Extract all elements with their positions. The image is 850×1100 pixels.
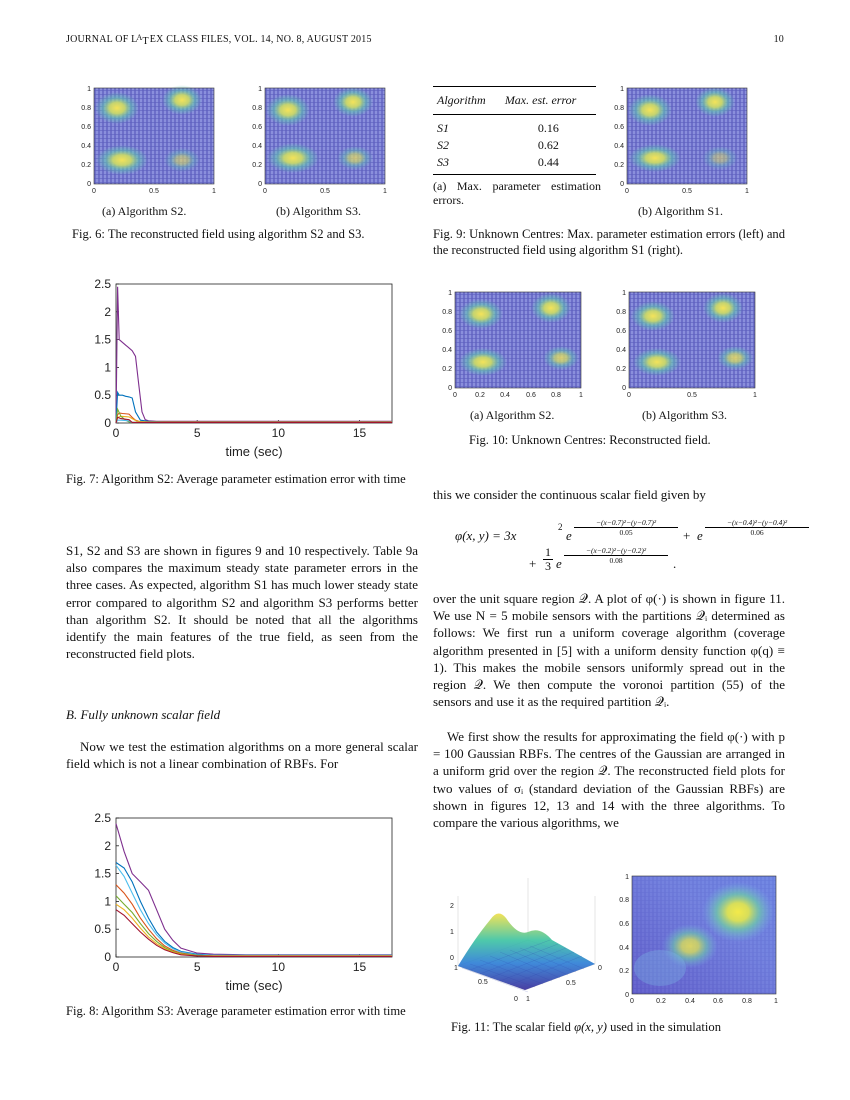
y-tick: 0 (598, 965, 602, 972)
y-tick: 0.4 (614, 143, 624, 150)
fig9-caption: Fig. 9: Unknown Centres: Max. parameter estimation errors (left) and the reconstructed field using algorithm S1 (right). (433, 227, 785, 257)
x-tick: 1 (774, 998, 778, 1005)
y-tick: 0 (625, 992, 629, 999)
y-tick: 1 (625, 874, 629, 881)
y-tick: 0.4 (619, 945, 629, 952)
x-tick: 1 (212, 188, 216, 195)
fig9a-table (433, 86, 596, 175)
y-tick-label: 1 (104, 894, 111, 909)
y-tick: 0 (622, 385, 626, 392)
y-tick: 1 (258, 86, 262, 93)
y-tick: 0.8 (442, 309, 452, 316)
fig11-surface-plot (440, 868, 610, 1013)
x-tick: 0 (625, 188, 629, 195)
y-tick: 0.6 (616, 328, 626, 335)
left-paragraph-2: Now we test the estimation algorithms on a more general scalar field which is not a linear combination of RBFs. For (66, 739, 418, 772)
table-cell: S2 (437, 138, 449, 152)
fig8-caption: Fig. 8: Algorithm S3: Average parameter estimation error with time (66, 1004, 406, 1018)
z-tick: 2 (450, 903, 454, 910)
y-tick: 0 (87, 181, 91, 188)
fig10b-heatmap (607, 286, 762, 406)
y-tick: 0.8 (614, 105, 624, 112)
section-heading: B. Fully unknown scalar field (66, 707, 221, 722)
x-tick-label: 10 (271, 960, 286, 974)
x-axis-label: time (sec) (225, 444, 283, 459)
y-tick: 1 (622, 290, 626, 297)
y-tick-label: 0.5 (94, 388, 111, 403)
right-paragraph-1: over the unit square region 𝒬. A plot of φ(·) is shown in figure 11. We use N = 5 mobile sensors with the partitions 𝒬ᵢ determined as follows: We first run a uniform coverage algorithm (coverage algorithm presented in [5] with a uniform density function φ(q) ≡ 1). This makes the mobile sensors uniformly spread out in the region 𝒬. We then compute the voronoi partition (55) of the sensors and use it as the required partition 𝒬ᵢ. (433, 591, 785, 710)
x-tick-label: 0 (112, 426, 120, 440)
right-intro: this we consider the continuous scalar field given by (433, 487, 706, 502)
x-tick: 0.5 (320, 188, 330, 195)
eq-exp-den: 0.08 (609, 556, 623, 565)
y-tick: 1 (87, 86, 91, 93)
fig11-caption: Fig. 11: The scalar field φ(x, y) used in the simulation (451, 1020, 721, 1034)
fig6a-heatmap (72, 82, 222, 202)
x-tick-label: 5 (193, 960, 201, 974)
fig8-chart-svg (72, 806, 402, 998)
x-tick: 0.5 (478, 979, 488, 986)
y-tick: 0.8 (252, 105, 262, 112)
y-tick: 0 (620, 181, 624, 188)
right-paragraph-2: We first show the results for approximating the field φ(·) with p = 100 Gaussian RBFs. The centres of the Gaussian are arranged in a uniform grid over the region 𝒬. The reconstructed field plots for two values of σᵢ (standard deviation of the Gaussian RBFs) are shown in figures 12, 13 and 14 with the three algorithms. To compare the various algorithms, we (433, 729, 785, 831)
x-tick: 0 (453, 392, 457, 399)
y-tick: 0.2 (616, 366, 626, 373)
field-equation: φ(x, y) = 3x 2 e $\frac{\text{−(x−0.7)²−(y−0.7)²}}{0.05}$ + e $\frac{\text{−(x−0.4)²−(y−0.4)²}}{0.06}$ + $\frac{1}{3}$ e $\frac{\text{−(x−0.2)²−(y−0.2)²}}{0.08}$ . (455, 516, 785, 576)
x-tick-label: 5 (193, 426, 201, 440)
x-tick: 0.5 (149, 188, 159, 195)
y-tick-label: 2.5 (94, 811, 111, 825)
y-tick-label: 2 (104, 838, 111, 853)
table-header: Max. est. error (504, 93, 577, 107)
y-tick: 0.2 (614, 162, 624, 169)
table-cell: S3 (437, 155, 449, 169)
fig6-sub-b: (b) Algorithm S3. (276, 204, 362, 218)
y-tick: 1 (526, 996, 530, 1003)
x-tick: 1 (579, 392, 583, 399)
fig11-heatmap (614, 868, 784, 1013)
fig6b-heatmap (243, 82, 393, 202)
y-tick: 0.2 (442, 366, 452, 373)
y-tick: 0.4 (252, 143, 262, 150)
x-tick: 0 (627, 392, 631, 399)
x-tick: 0.2 (656, 998, 666, 1005)
table-header: Algorithm (437, 93, 486, 107)
y-tick-label: 0 (104, 950, 111, 964)
x-axis-label: time (sec) (225, 978, 283, 993)
y-tick-label: 1.5 (94, 332, 111, 347)
x-tick-label: 15 (352, 960, 367, 974)
y-tick-label: 1.5 (94, 866, 111, 881)
eq-lhs: φ(x, y) = 3x (455, 528, 517, 543)
y-tick: 0.6 (614, 124, 624, 131)
x-tick: 0 (92, 188, 96, 195)
x-tick-label: 0 (112, 960, 120, 974)
x-tick: 0.5 (687, 392, 697, 399)
eq-exp-num: −(x−0.4)²−(y−0.4)² (705, 518, 809, 528)
y-tick: 0.2 (81, 162, 91, 169)
y-tick: 0.6 (252, 124, 262, 131)
fig9-sub-a: (a) Max. parameter estimation errors. (433, 179, 601, 207)
x-tick: 0.2 (475, 392, 485, 399)
x-tick: 0.4 (500, 392, 510, 399)
y-tick: 1 (448, 290, 452, 297)
fig7-chart (72, 272, 402, 469)
y-tick: 0 (448, 385, 452, 392)
x-tick: 0.5 (682, 188, 692, 195)
y-tick: 0.2 (619, 968, 629, 975)
y-tick: 0.8 (616, 309, 626, 316)
y-tick: 0.2 (252, 162, 262, 169)
x-tick: 0.8 (742, 998, 752, 1005)
y-tick: 0.6 (81, 124, 91, 131)
eq-exp-den: 0.06 (750, 528, 764, 537)
table-cell: 0.16 (537, 121, 559, 135)
fig9b-heatmap (605, 82, 755, 202)
page-number: 10 (773, 34, 784, 45)
table-cell: S1 (437, 121, 449, 135)
y-tick-label: 2.5 (94, 277, 111, 291)
fig6-sub-a: (a) Algorithm S2. (102, 204, 187, 218)
y-tick: 0.8 (81, 105, 91, 112)
x-tick: 1 (753, 392, 757, 399)
eq-exp-num: −(x−0.2)²−(y−0.2)² (564, 546, 668, 556)
eq-frac-num: 1 (545, 545, 551, 559)
x-tick: 0 (630, 998, 634, 1005)
fig10-sub-a: (a) Algorithm S2. (470, 408, 555, 422)
y-tick: 0.6 (442, 328, 452, 335)
eq-frac-den: 3 (545, 559, 551, 573)
x-tick: 1 (745, 188, 749, 195)
y-tick: 1 (620, 86, 624, 93)
z-tick: 0 (450, 955, 454, 962)
y-tick: 0.5 (566, 980, 576, 987)
fig6-caption: Fig. 6: The reconstructed field using algorithm S2 and S3. (72, 227, 365, 241)
eq-exp-den: 0.05 (619, 528, 633, 537)
fig9-sub-b: (b) Algorithm S1. (638, 204, 724, 218)
eq-exp-num: −(x−0.7)²−(y−0.7)² (574, 518, 678, 528)
y-tick: 0.6 (619, 921, 629, 928)
y-tick-label: 1 (104, 360, 111, 375)
fig10-sub-b: (b) Algorithm S3. (642, 408, 728, 422)
y-tick: 0.4 (81, 143, 91, 150)
x-tick: 0 (514, 996, 518, 1003)
y-tick: 0 (258, 181, 262, 188)
x-tick: 0.8 (551, 392, 561, 399)
x-tick: 1 (383, 188, 387, 195)
running-header: JOURNAL OF $L^ATEX$ CLASS FILES, VOL. 14, NO. 8, AUGUST 2015 (66, 33, 372, 47)
y-tick-label: 0 (104, 416, 111, 430)
x-tick: 1 (454, 965, 458, 972)
x-tick-label: 15 (352, 426, 367, 440)
y-tick: 0.4 (616, 347, 626, 354)
y-tick: 0.8 (619, 897, 629, 904)
fig10a-heatmap (433, 286, 588, 406)
x-tick: 0.6 (526, 392, 536, 399)
fig10-caption: Fig. 10: Unknown Centres: Reconstructed field. (469, 433, 711, 447)
fig7-caption: Fig. 7: Algorithm S2: Average parameter estimation error with time (66, 472, 406, 486)
table-cell: 0.44 (537, 155, 559, 169)
fig7-chart-svg (72, 272, 402, 464)
fig8-chart (72, 806, 402, 1003)
left-paragraph-1: S1, S2 and S3 are shown in figures 9 and 10 respectively. Table 9a also compares the maximum steady state parameter errors in the three cases. As expected, algorithm S1 has much lower steady state error compared to algorithm S2 and algorithm S3 performs better than algorithm S2. It should be noted that all the algorithms identify the main features of the true field, as seen from the reconstructed field plots. (66, 543, 418, 662)
z-tick: 1 (450, 929, 454, 936)
x-tick: 0.4 (685, 998, 695, 1005)
x-tick: 0.6 (713, 998, 723, 1005)
table-cell: 0.62 (537, 138, 559, 152)
y-tick-label: 2 (104, 304, 111, 319)
x-tick: 0 (263, 188, 267, 195)
y-tick-label: 0.5 (94, 922, 111, 937)
x-tick-label: 10 (271, 426, 286, 440)
y-tick: 0.4 (442, 347, 452, 354)
